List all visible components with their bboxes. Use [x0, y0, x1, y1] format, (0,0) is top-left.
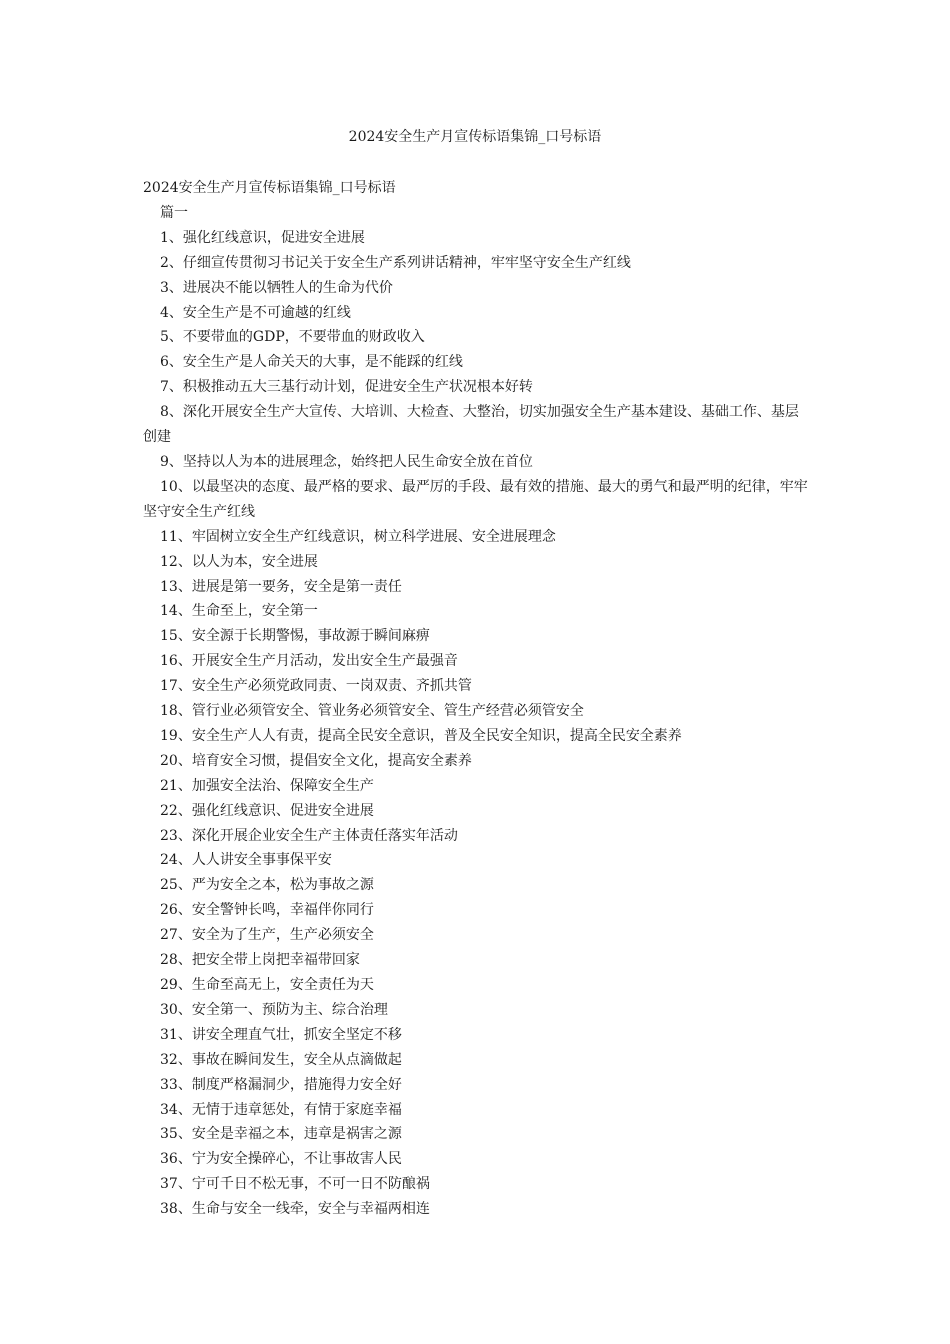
- section-heading: 篇一: [160, 204, 188, 221]
- slogan-item: 3、进展决不能以牺牲人的生命为代价: [160, 279, 393, 296]
- slogan-item: 2、仔细宣传贯彻习书记关于安全生产系列讲话精神，牢牢坚守安全生产红线: [160, 254, 631, 271]
- slogan-item: 20、培育安全习惯，提倡安全文化，提高安全素养: [160, 752, 472, 769]
- document-body: [143, 176, 808, 1222]
- slogan-item: 14、生命至上，安全第一: [160, 603, 318, 620]
- slogan-item: 30、安全第一、预防为主、综合治理: [160, 1001, 388, 1018]
- slogan-item: 21、加强安全法治、保障安全生产: [160, 777, 374, 794]
- slogan-item: 16、开展安全生产月活动，发出安全生产最强音: [160, 653, 458, 670]
- slogan-item: 28、把安全带上岗把幸福带回家: [160, 952, 360, 969]
- slogan-item: 1、强化红线意识，促进安全进展: [160, 229, 365, 246]
- slogan-item: 10、以最坚决的态度、最严格的要求、最严厉的手段、最有效的措施、最大的勇气和最严明的纪律，牢牢坚守安全生产红线: [143, 478, 808, 520]
- slogan-item: 31、讲安全理直气壮，抓安全坚定不移: [160, 1026, 402, 1043]
- slogan-item: 29、生命至高无上，安全责任为天: [160, 977, 374, 993]
- slogan-item: 15、安全源于长期警惕，事故源于瞬间麻痹: [160, 628, 430, 645]
- slogan-item: 11、牢固树立安全生产红线意识，树立科学进展、安全进展理念: [160, 528, 556, 545]
- slogan-item: 17、安全生产必须党政同责、一岗双责、齐抓共管: [160, 678, 472, 695]
- slogan-item: 23、深化开展企业安全生产主体责任落实年活动: [160, 827, 458, 844]
- slogan-item: 8、深化开展安全生产大宣传、大培训、大检查、大整治，切实加强安全生产基本建设、基础工作、基层创建: [143, 404, 799, 446]
- slogan-item: 12、以人为本，安全进展: [160, 553, 318, 570]
- slogan-item: 35、安全是幸福之本，违章是祸害之源: [160, 1126, 402, 1143]
- slogan-item: 26、安全警钟长鸣，幸福伴你同行: [160, 902, 374, 919]
- slogan-item: 24、人人讲安全事事保平安: [160, 852, 332, 869]
- slogan-item: 27、安全为了生产，生产必须安全: [160, 927, 374, 944]
- document-subtitle: 2024安全生产月宣传标语集锦_口号标语: [143, 180, 396, 196]
- slogan-item: 5、不要带血的GDP，不要带血的财政收入: [160, 329, 425, 346]
- slogan-item: 33、制度严格漏洞少，措施得力安全好: [160, 1076, 402, 1093]
- slogan-list: [143, 226, 808, 1222]
- slogan-item: 25、严为安全之本，松为事故之源: [160, 877, 374, 894]
- slogan-item: 13、进展是第一要务，安全是第一责任: [160, 578, 402, 595]
- slogan-item: 6、安全生产是人命关天的大事，是不能踩的红线: [160, 354, 463, 371]
- slogan-item: 19、安全生产人人有责，提高全民安全意识，普及全民安全知识，提高全民安全素养: [160, 727, 682, 744]
- slogan-item: 37、宁可千日不松无事，不可一日不防酿祸: [160, 1176, 430, 1193]
- slogan-item: 22、强化红线意识、促进安全进展: [160, 802, 374, 819]
- slogan-item: 18、管行业必须管安全、管业务必须管安全、管生产经营必须管安全: [160, 703, 584, 720]
- slogan-item: 32、事故在瞬间发生，安全从点滴做起: [160, 1051, 402, 1068]
- slogan-item: 36、宁为安全操碎心，不让事故害人民: [160, 1151, 402, 1168]
- slogan-item: 7、积极推动五大三基行动计划，促进安全生产状况根本好转: [160, 379, 533, 396]
- slogan-item: 4、安全生产是不可逾越的红线: [160, 304, 351, 321]
- slogan-item: 34、无情于违章惩处，有情于家庭幸福: [160, 1101, 402, 1118]
- slogan-item: 38、生命与安全一线牵，安全与幸福两相连: [160, 1201, 430, 1218]
- document-title: 2024安全生产月宣传标语集锦_口号标语: [348, 129, 602, 145]
- slogan-item: 9、坚持以人为本的进展理念，始终把人民生命安全放在首位: [160, 453, 533, 470]
